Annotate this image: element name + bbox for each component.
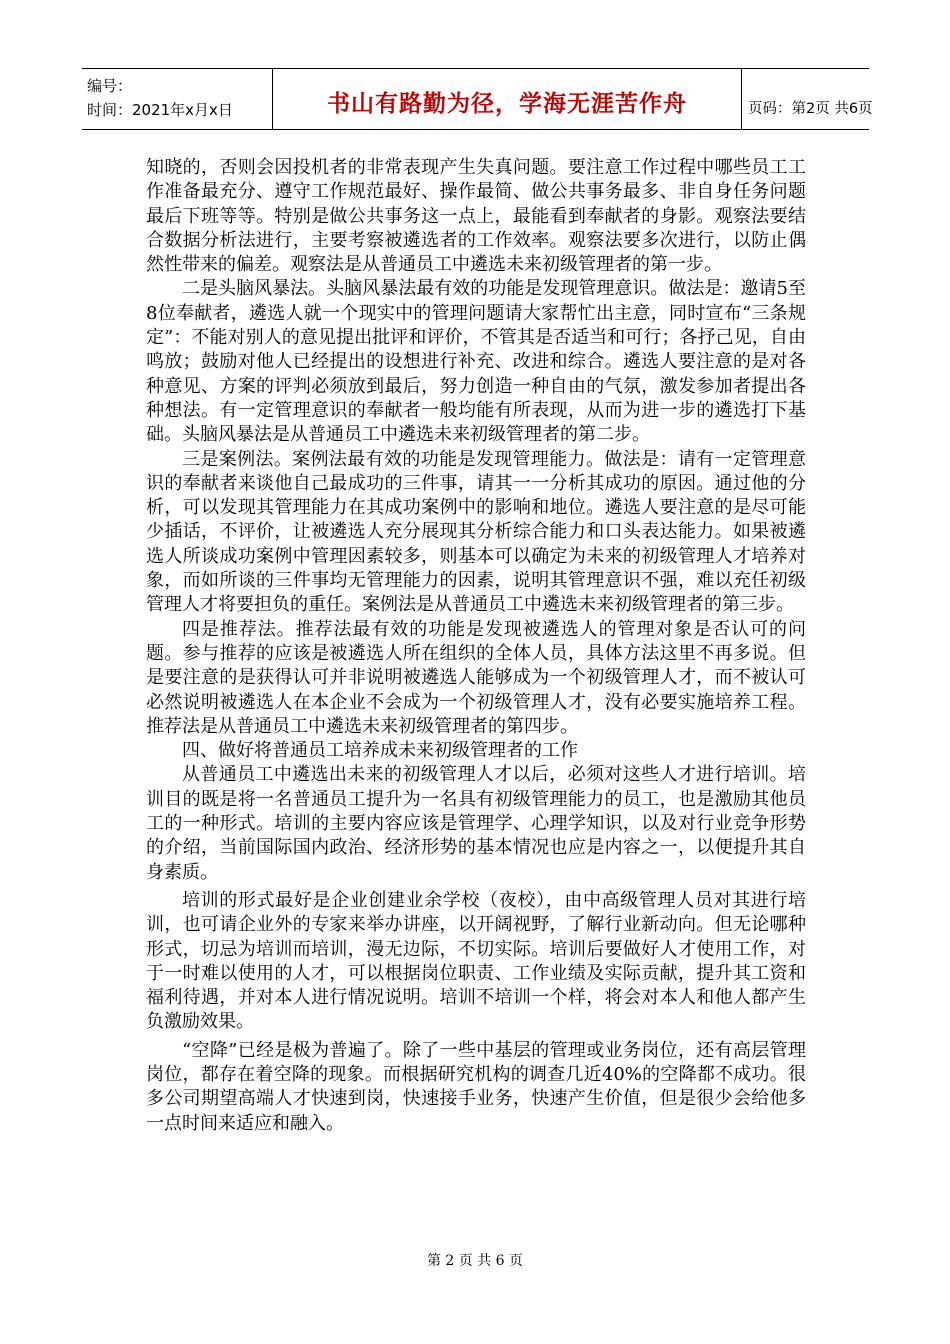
body-paragraph: 培训的形式最好是企业创建业余学校（夜校），由中高级管理人员对其进行培训，也可请企业外的专家来举办讲座，以开阔视野，了解行业新动向。但无论哪种形式，切忌为培训而培训，漫无边际，不切实际。培训后要做好人才使用工作，对于一时难以使用的人才，可以根据岗位职责、工作业绩及实际贡献，提升其工资和福利待遇，并对本人进行情况说明。培训不培训一个样，将会对本人和他人都产生负激励效果。 — [146, 889, 806, 1033]
body-paragraph: “空降”已经是极为普遍了。除了一些中基层的管理或业务岗位，还有高层管理岗位，都存在着空降的现象。而根据研究机构的调查几近40%的空降都不成功。很多公司期望高端人才快速到岗，快速接手业务，快速产生价值，但是很少会给他多一点时间来适应和融入。 — [146, 1039, 806, 1134]
date-label: 时间：2021年x月x日 — [87, 101, 233, 119]
header-left-cell — [82, 69, 272, 129]
body-paragraph: 从普通员工中遴选出未来的初级管理人才以后，必须对这些人才进行培训。培训目的既是将一名普通员工提升为一名具有初级管理能力的员工，也是激励其他员工的一种形式。培训的主要内容应该是管理学、心理学知识，以及对行业竞争形势的介绍，当前国际国内政治、经济形势的基本情况也应是内容之一，以便提升其自身素质。 — [146, 764, 806, 883]
body-paragraph: 知晓的，否则会因投机者的非常表现产生失真问题。要注意工作过程中哪些员工工作准备最充分、遵守工作规范最好、操作最简、做公共事务最多、非自身任务问题最后下班等等。特别是做公共事务这一点上，最能看到奉献者的身影。观察法要结合数据分析法进行，主要考察被遴选者的工作效率。观察法要多次进行，以防止偶然性带来的偏差。观察法是从普通员工中遴选未来初级管理者的第一步。 — [146, 157, 806, 276]
body-paragraph: 三是案例法。案例法最有效的功能是发现管理能力。做法是：请有一定管理意识的奉献者来谈他自己最成功的三件事，请其一一分析其成功的原因。通过他的分析，可以发现其管理能力在其成功案例中的影响和地位。遴选人要注意的是尽可能少插话，不评价，让被遴选人充分展现其分析综合能力和口头表达能力。如果被遴选人所谈成功案例中管理因素较多，则基本可以确定为未来的初级管理人才培养对象，而如所谈的三件事均无管理能力的因素，说明其管理意识不强，难以充任初级管理人才将要担负的重任。案例法是从普通员工中遴选未来初级管理者的第三步。 — [146, 448, 806, 616]
section-heading: 四、做好将普通员工培养成未来初级管理者的工作 — [182, 740, 578, 762]
header-motto: 书山有路勤为径，学海无涯苦作舟 — [327, 91, 687, 117]
header-middle-cell — [272, 69, 742, 129]
body-paragraph: 四是推荐法。推荐法最有效的功能是发现被遴选人的管理对象是否认可的问题。参与推荐的应该是被遴选人所在组织的全体人员，具体方法这里不再多说。但是要注意的是获得认可并非说明被遴选人能够成为一个初级管理人才，而不被认可必然说明被遴选人在本企业不会成为一个初级管理人才，没有必要实施培养工程。推荐法是从普通员工中遴选未来初级管理者的第四步。 — [146, 618, 806, 737]
body-paragraph: 二是头脑风暴法。头脑风暴法最有效的功能是发现管理意识。做法是：邀请5至8位奉献者，遴选人就一个现实中的管理问题请大家帮忙出主意，同时宣布“三条规定”：不能对别人的意见提出批评和评价，不管其是否适当和可行；各抒己见，自由鸣放；鼓励对他人已经提出的设想进行补充、改进和综合。遴选人要注意的是对各种意见、方案的评判必须放到最后，努力创造一种自由的气氛，激发参加者提出各种想法。有一定管理意识的奉献者一般均能有所表现，从而为进一步的遴选打下基础。头脑风暴法是从普通员工中遴选未来初级管理者的第二步。 — [146, 278, 806, 446]
header-page-info: 页码：第2页 共6页 — [748, 101, 873, 117]
page-footer: 第 2 页 共 6 页 — [426, 1253, 524, 1269]
page-header — [82, 68, 873, 130]
document-body — [146, 156, 806, 1136]
serial-number-label: 编号： — [87, 77, 133, 95]
header-right-cell — [742, 69, 873, 129]
